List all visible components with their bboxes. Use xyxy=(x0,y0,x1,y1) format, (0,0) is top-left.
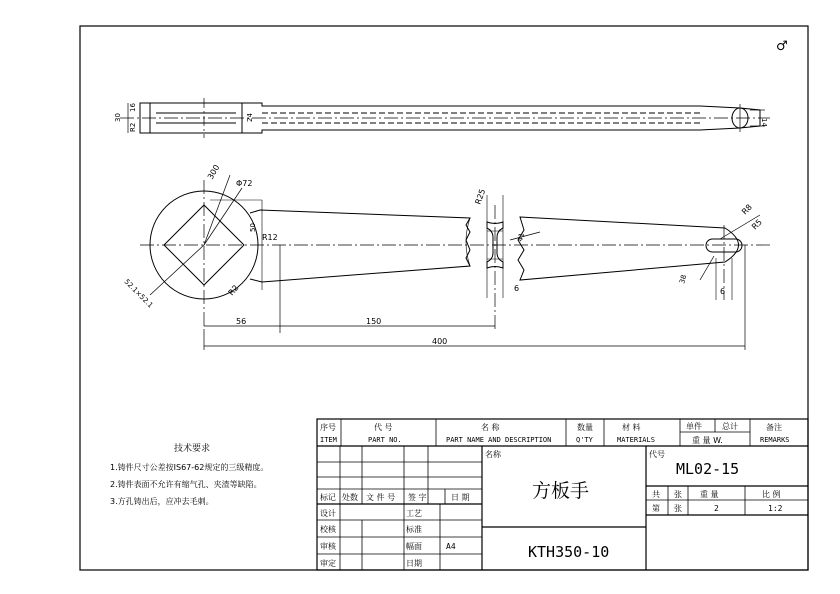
h-total: 总计 xyxy=(722,422,738,431)
h-remarks-cn: 备注 xyxy=(766,423,782,432)
dim-r5: R5 xyxy=(750,217,764,232)
dim-r2-top: R2 xyxy=(129,122,137,132)
h-weight: 重 量 W. xyxy=(692,436,723,445)
scale-value: 1:2 xyxy=(768,504,783,513)
h-part-cn: 代 号 xyxy=(374,423,393,432)
dim-150: 150 xyxy=(366,317,382,326)
format-value: A4 xyxy=(446,542,456,551)
l-sign: 签 字 xyxy=(408,493,427,502)
h-qty-cn: 数量 xyxy=(577,423,593,432)
code-label: 代号 xyxy=(649,450,665,459)
dim-400: 400 xyxy=(432,337,448,346)
dim-30: 30 xyxy=(114,113,122,122)
h-part-en: PART NO. xyxy=(368,436,402,444)
code-value: ML02-15 xyxy=(676,460,740,478)
roughness-symbol: ♂ xyxy=(776,39,788,54)
dim-r8: R8 xyxy=(740,202,754,217)
h-item-en: ITEM xyxy=(320,436,337,444)
dim-r12: R12 xyxy=(262,233,278,242)
h-unit: 单件 xyxy=(686,422,702,431)
dim-r2: R2 xyxy=(226,283,241,298)
r-no: 第 xyxy=(652,504,660,513)
note-2: 2.铸件表面不允许有缩气孔、夹渣等缺陷。 xyxy=(110,480,262,489)
l-review: 审核 xyxy=(320,542,336,551)
dim-6a: 6 xyxy=(514,284,520,293)
l-zone: 处数 xyxy=(342,493,358,502)
horizontal-dimensions xyxy=(204,245,745,350)
r-sheet2: 张 xyxy=(674,504,682,513)
dim-r25: R25 xyxy=(473,187,488,206)
top-view xyxy=(120,98,770,138)
weight-value: 2 xyxy=(714,504,719,513)
l-check: 校核 xyxy=(320,525,336,534)
front-view xyxy=(140,175,770,330)
dim-6b: 6 xyxy=(720,287,726,296)
h-item-cn: 序号 xyxy=(320,423,336,432)
dim-24: 24 xyxy=(246,113,254,122)
l-format: 幅面 xyxy=(406,542,422,551)
dim-56: 56 xyxy=(236,317,247,326)
l-design: 设计 xyxy=(320,509,336,518)
dim-14: 14 xyxy=(760,118,768,127)
dim-300: 300 xyxy=(205,163,222,181)
h-name-en: PART NAME AND DESCRIPTION xyxy=(446,436,552,444)
part-name: 方板手 xyxy=(532,480,590,502)
h-remarks-en: REMARKS xyxy=(760,436,790,444)
r-total: 共 xyxy=(652,490,660,499)
name-label: 名称 xyxy=(485,450,501,459)
l-date: 日 期 xyxy=(451,493,470,502)
notes-heading: 技术要求 xyxy=(174,444,211,454)
dim-50: 50 xyxy=(249,223,257,232)
l-standard: 标准 xyxy=(406,525,422,534)
h-mat-en: MATERIALS xyxy=(617,436,655,444)
note-1: 1.铸件尺寸公差按IS67-62规定的三级精度。 xyxy=(110,463,269,472)
dim-38: 38 xyxy=(678,273,689,285)
l-mark: 标记 xyxy=(320,493,336,502)
dim-phi72: Φ72 xyxy=(236,179,253,188)
dim-16: 16 xyxy=(129,103,137,112)
r-sheet: 张 xyxy=(674,490,682,499)
l-process: 工艺 xyxy=(406,509,422,518)
l-approve: 审定 xyxy=(320,559,336,568)
l-date2: 日期 xyxy=(406,559,422,568)
r-weight: 重 量 xyxy=(700,490,719,499)
note-3: 3.方孔铸出后，应冲去毛刺。 xyxy=(110,497,214,506)
dim-41: 41 xyxy=(516,231,527,243)
h-qty-en: Q'TY xyxy=(576,436,593,444)
dim-square: 52.1×52.1 xyxy=(122,277,155,310)
h-mat-cn: 材 料 xyxy=(622,423,641,432)
l-doc: 文 件 号 xyxy=(366,493,396,502)
drawing-number: KTH350-10 xyxy=(528,543,610,561)
r-scale: 比 例 xyxy=(762,490,781,499)
h-name-cn: 名 称 xyxy=(481,423,500,432)
